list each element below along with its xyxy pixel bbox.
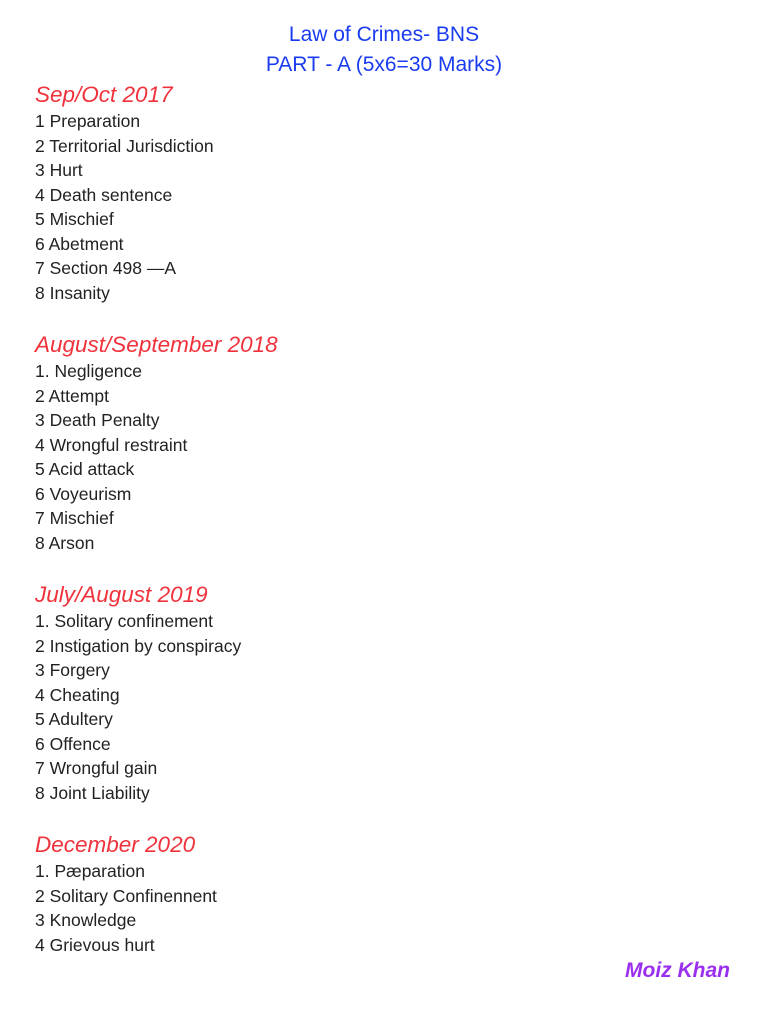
section-title: Sep/Oct 2017 <box>35 82 173 107</box>
page-subtitle: PART - A (5x6=30 Marks) <box>265 53 503 76</box>
page-header <box>0 20 768 80</box>
list-item: 7 Mischief <box>35 508 114 528</box>
list-item: 4 Cheating <box>35 684 120 705</box>
section-aug-sep-2018 <box>35 330 278 555</box>
list-item: 3 Death Penalty <box>35 410 160 430</box>
author-signature: Moiz Khan <box>625 959 730 982</box>
section-jul-aug-2019 <box>35 580 241 805</box>
list-item: 2 Attempt <box>35 385 109 406</box>
section-sep-oct-2017 <box>35 80 214 305</box>
list-item: 3 Hurt <box>35 160 83 180</box>
list-item: 7 Section 498 —A <box>35 258 177 278</box>
list-item: 5 Acid attack <box>35 459 135 479</box>
section-title: December 2020 <box>35 832 196 857</box>
list-item: 2 Solitary Confinennent <box>35 885 217 906</box>
section-dec-2020 <box>35 830 217 957</box>
page-title: Law of Crimes- BNS <box>288 23 480 46</box>
list-item: 4 Death sentence <box>35 184 173 205</box>
list-item: 6 Voyeurism <box>35 483 132 504</box>
list-item: 1. Solitary confinement <box>35 611 214 631</box>
list-item: 8 Arson <box>35 532 95 553</box>
list-item: 3 Knowledge <box>35 910 137 930</box>
list-item: 2 Territorial Jurisdiction <box>35 135 214 156</box>
list-item: 1. Pæparation <box>35 861 145 881</box>
list-item: 1 Preparation <box>35 111 141 131</box>
list-item: 8 Insanity <box>35 282 110 303</box>
list-item: 8 Joint Liability <box>35 782 150 803</box>
section-title: July/August 2019 <box>35 582 208 607</box>
list-item: 6 Offence <box>35 733 111 754</box>
list-item: 1. Negligence <box>35 361 143 381</box>
list-item: 4 Grievous hurt <box>35 934 155 955</box>
list-item: 6 Abetment <box>35 233 124 254</box>
list-item: 3 Forgery <box>35 660 110 680</box>
section-title: August/September 2018 <box>35 332 278 357</box>
list-item: 2 Instigation by conspiracy <box>35 635 242 656</box>
list-item: 5 Mischief <box>35 209 114 229</box>
list-item: 7 Wrongful gain <box>35 758 158 778</box>
list-item: 4 Wrongful restraint <box>35 434 188 455</box>
list-item: 5 Adultery <box>35 709 113 729</box>
